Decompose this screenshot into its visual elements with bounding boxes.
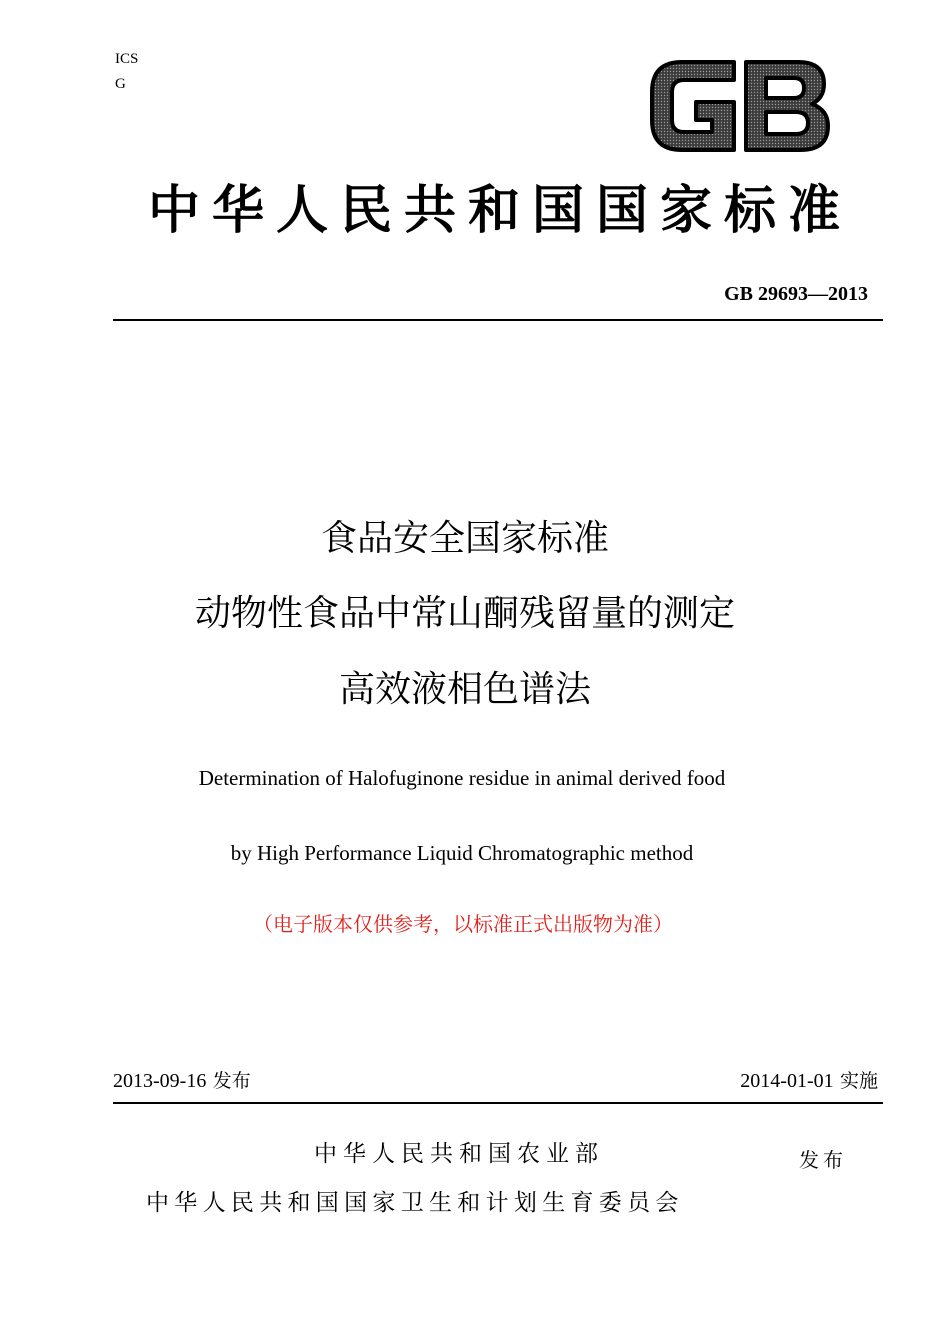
issue-date-value: 2013-09-16 bbox=[113, 1070, 207, 1092]
bottom-divider bbox=[113, 1102, 883, 1104]
implementation-date-value: 2014-01-01 bbox=[740, 1070, 834, 1092]
top-divider bbox=[113, 319, 883, 321]
title-cn-line-3: 高效液相色谱法 bbox=[338, 669, 591, 710]
title-en-line-2: by High Performance Liquid Chromatographic method bbox=[230, 841, 694, 865]
electronic-version-notice: （电子版本仅供参考，以标准正式出版物为准） bbox=[253, 912, 673, 936]
national-standard-title: 中华人民共和国国家标准 bbox=[147, 181, 852, 241]
issue-date-label: 发布 bbox=[212, 1070, 251, 1092]
issuer-ministry-of-agriculture: 中华人民共和国农业部 bbox=[314, 1141, 604, 1167]
ics-label: ICS bbox=[115, 51, 139, 67]
implementation-date bbox=[740, 1067, 878, 1094]
issue-date bbox=[113, 1067, 251, 1094]
category-code: G bbox=[115, 76, 126, 92]
standard-number: GB 29693—2013 bbox=[724, 283, 868, 305]
issuer-health-commission: 中华人民共和国国家卫生和计划生育委员会 bbox=[146, 1190, 684, 1216]
publish-label: 发布 bbox=[799, 1148, 847, 1172]
implementation-date-label: 实施 bbox=[839, 1070, 878, 1092]
title-cn-line-2: 动物性食品中常山酮残留量的测定 bbox=[194, 593, 735, 634]
title-en-line-1: Determination of Halofuginone residue in animal derived food bbox=[198, 766, 726, 790]
title-cn-line-1: 食品安全国家标准 bbox=[320, 518, 609, 559]
gb-logo bbox=[648, 58, 832, 154]
